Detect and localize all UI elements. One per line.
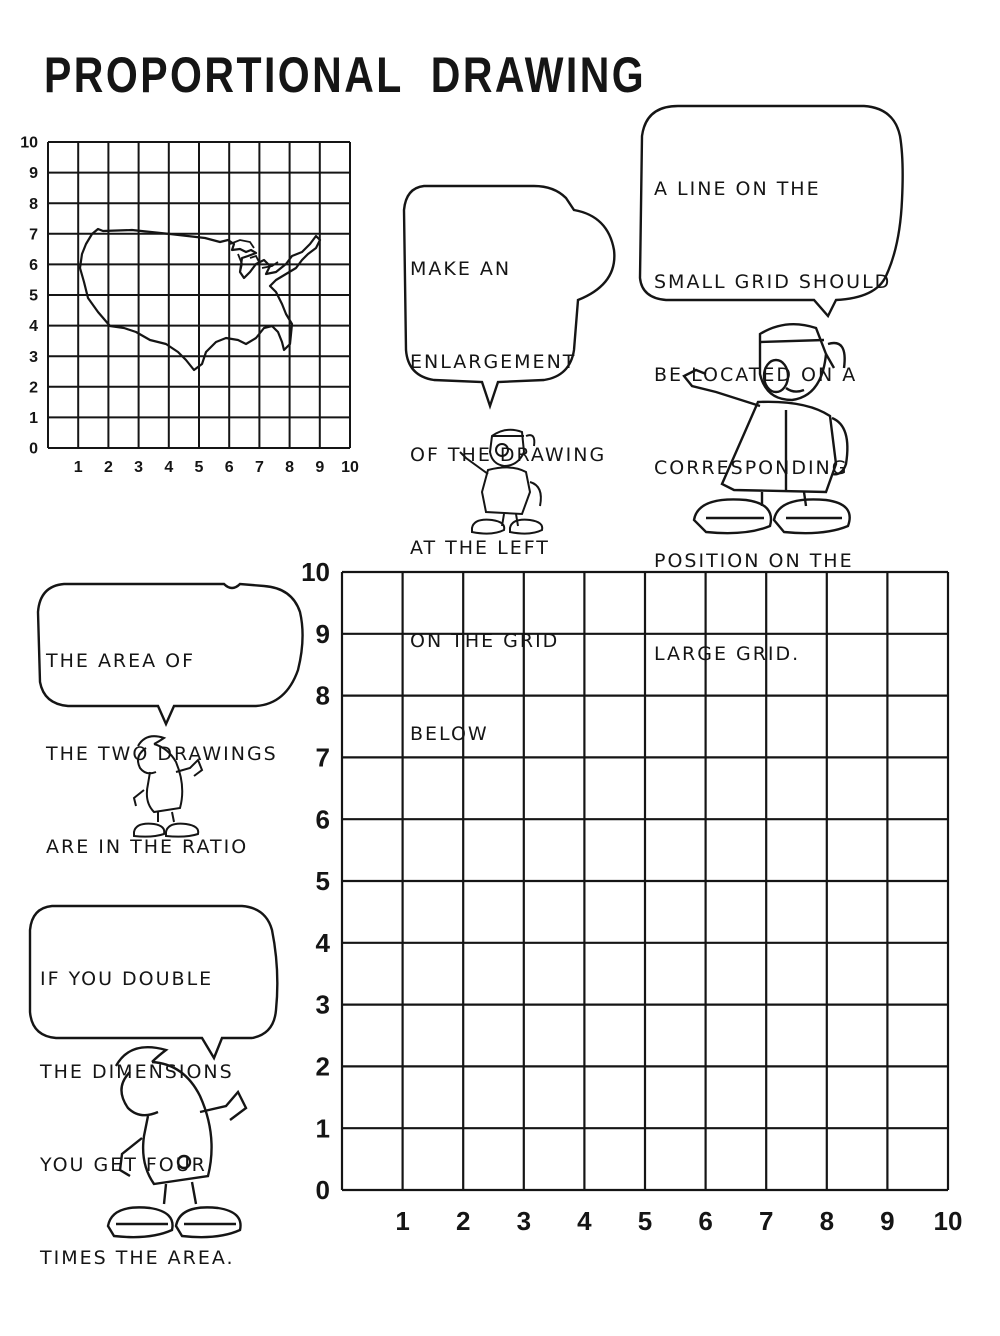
x-tick-label: 9 [315, 459, 325, 476]
x-tick-label: 7 [254, 459, 264, 476]
double-dimensions-text: IF YOU DOUBLE THE DIMENSIONS YOU GET FOUR TIMES THE AREA. [40, 968, 235, 1269]
small-grid [20, 132, 365, 482]
cartoon-character-pointing-small [452, 422, 552, 542]
x-tick-label: 6 [698, 1206, 713, 1236]
y-tick-label: 6 [29, 257, 38, 274]
x-tick-label: 8 [285, 459, 295, 476]
speech-bubble-line-position [638, 100, 908, 665]
y-tick-label: 6 [315, 804, 330, 835]
x-tick-label: 2 [103, 459, 113, 476]
cartoon-bird-small [124, 728, 214, 844]
y-tick-label: 10 [301, 557, 330, 588]
speech-bubble-area-ratio [34, 578, 310, 858]
y-tick-label: 5 [29, 287, 38, 305]
y-tick-label: 3 [315, 989, 330, 1020]
large-grid-x-ticks [395, 1206, 962, 1236]
x-tick-label: 3 [134, 459, 144, 476]
cartoon-character-pointing-large [676, 314, 866, 544]
y-tick-label: 2 [315, 1051, 330, 1082]
x-tick-label: 5 [194, 459, 204, 476]
y-tick-label: 2 [29, 379, 38, 397]
x-tick-label: 10 [341, 459, 359, 476]
y-tick-label: 5 [315, 866, 330, 897]
y-tick-label: 8 [29, 195, 38, 213]
y-tick-label: 4 [315, 927, 330, 958]
line-position-text: A LINE ON THE SMALL GRID SHOULD BE LOCATED ON A CORRESPONDING POSITION ON THE LARGE GRID. [654, 178, 892, 665]
x-tick-label: 3 [516, 1206, 532, 1236]
small-grid-x-ticks [74, 459, 359, 476]
x-tick-label: 5 [637, 1206, 653, 1236]
y-tick-label: 0 [315, 1175, 330, 1206]
area-ratio-text: THE AREA OF THE TWO DRAWINGS ARE IN THE RATIO [46, 650, 278, 858]
x-tick-label: 6 [224, 459, 234, 476]
x-tick-label: 1 [73, 459, 83, 476]
y-tick-label: 1 [29, 410, 38, 427]
y-tick-label: 3 [29, 348, 38, 366]
y-tick-label: 8 [315, 680, 330, 711]
page-title: PROPORTIONAL DRAWING [44, 47, 647, 103]
x-tick-label: 9 [880, 1206, 895, 1236]
small-grid-lines [48, 142, 350, 448]
y-tick-label: 1 [315, 1113, 330, 1144]
x-tick-label: 4 [164, 459, 174, 476]
x-tick-label: 8 [819, 1206, 835, 1236]
cartoon-bird-large [100, 1036, 270, 1248]
y-tick-label: 7 [315, 742, 330, 773]
enlargement-text: MAKE AN ENLARGEMENT OF THE DRAWING AT THE LEFT ON THE GRID BELOW [410, 258, 607, 745]
y-tick-label: 4 [29, 318, 38, 336]
y-tick-label: 10 [20, 134, 38, 152]
x-tick-label: 2 [455, 1206, 471, 1236]
y-tick-label: 9 [29, 165, 38, 183]
speech-bubble-enlargement [394, 180, 626, 745]
y-tick-label: 0 [29, 440, 38, 458]
y-tick-label: 7 [29, 226, 38, 244]
x-tick-label: 4 [577, 1206, 592, 1236]
x-tick-label: 7 [758, 1206, 774, 1236]
x-tick-label: 10 [933, 1206, 963, 1236]
x-tick-label: 1 [395, 1206, 410, 1236]
small-grid-y-ticks [20, 135, 38, 458]
y-tick-label: 9 [315, 618, 330, 649]
